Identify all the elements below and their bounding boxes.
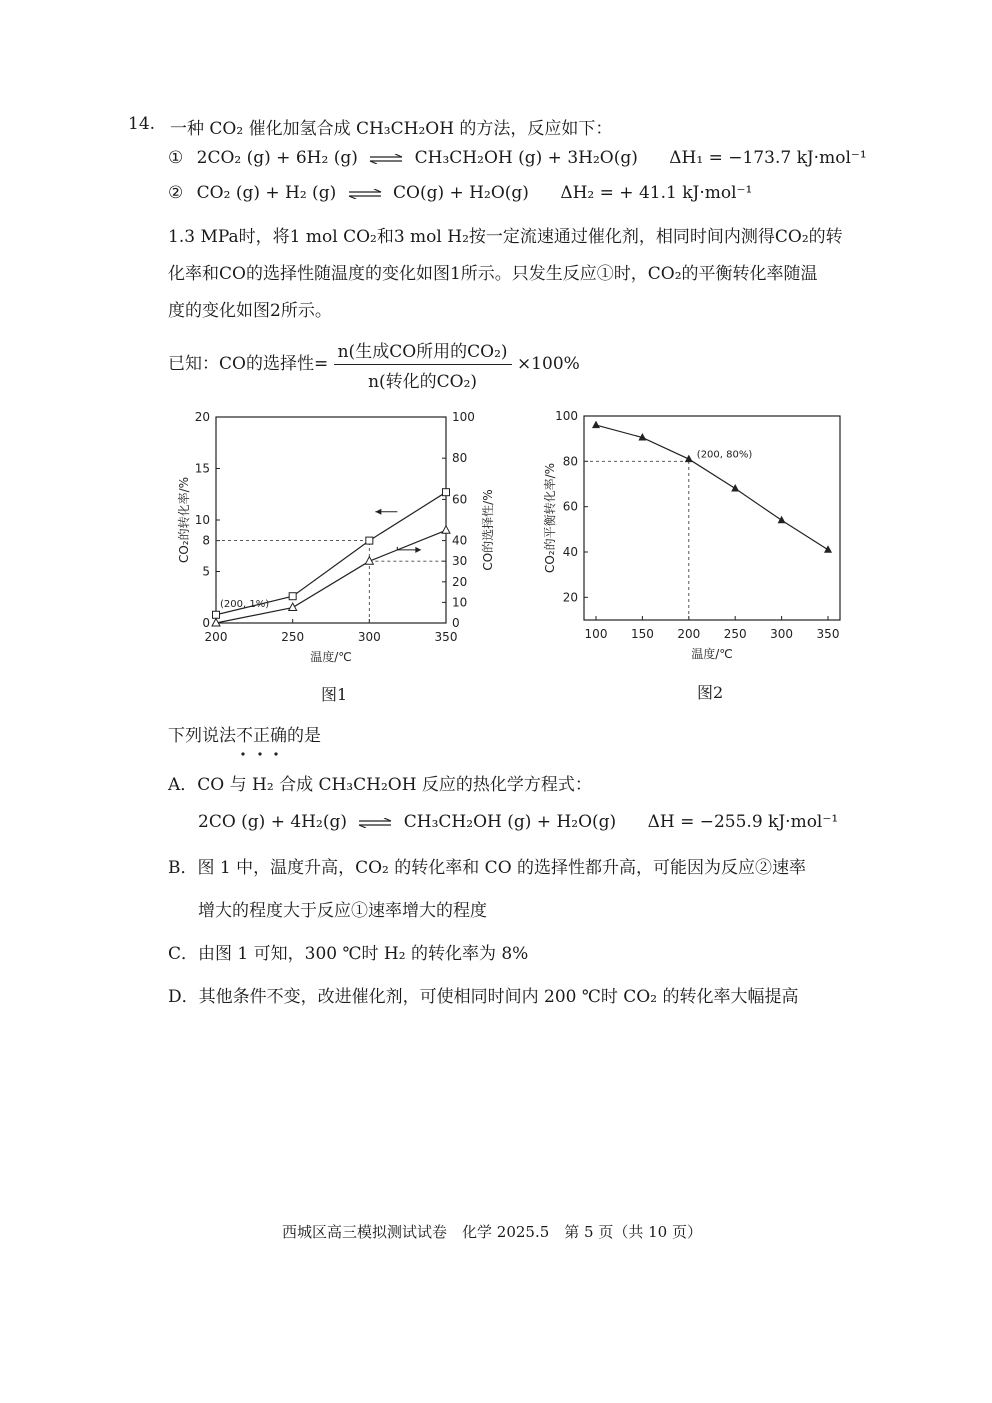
series-line (596, 425, 828, 550)
option-a[interactable]: A．CO 与 H₂ 合成 CH₃CH₂OH 反应的热化学方程式： (168, 775, 592, 795)
reaction-2-right: CO(g) + H₂O(g) (393, 183, 529, 203)
x-tick-label: 300 (770, 627, 794, 641)
x-tick-label: 350 (816, 627, 840, 641)
x-tick-label: 150 (630, 627, 654, 641)
plot-frame (584, 416, 840, 620)
y-left-tick-label: 15 (194, 461, 210, 476)
option-b[interactable]: B．图 1 中，温度升高，CO₂ 的转化率和 CO 的选择性都升高，可能因为反应②速率 (168, 858, 807, 878)
x-tick-label: 100 (584, 627, 608, 641)
question-intro: 一种 CO₂ 催化加氢合成 CH₃CH₂OH 的方法，反应如下： (170, 119, 613, 139)
y-right-tick-label: 10 (452, 595, 468, 610)
y-tick-label: 100 (555, 410, 578, 423)
para-line-1: 1.3 MPa时，将1 mol CO₂和3 mol H₂按一定流速通过催化剂，相同时间内测得CO₂的转 (168, 227, 843, 247)
x-tick-label: 200 (204, 630, 228, 644)
reaction-2-left: CO₂ (g) + H₂ (g) (196, 183, 337, 203)
y-left-axis-title: CO₂的转化率/% (177, 476, 191, 564)
y-right-tick-label: 0 (452, 616, 460, 630)
data-point-triangle (778, 516, 786, 524)
y-right-tick-label: 60 (452, 492, 468, 507)
question-prompt: 下列说法不正确的是 (168, 726, 321, 746)
reaction-2-dh-value: + 41.1 kJ·mol⁻¹ (619, 183, 753, 203)
reaction-1-dh-value: −173.7 kJ·mol⁻¹ (728, 148, 867, 168)
y-axis-title: CO₂的平衡转化率/% (543, 462, 557, 574)
page-footer: 西城区高三模拟测试试卷 化学 2025.5 第 5 页（共 10 页） (282, 1223, 702, 1241)
figure-2-chart (538, 410, 858, 672)
series-line-square (216, 492, 446, 615)
y-tick-label: 80 (562, 454, 578, 469)
x-tick-label: 350 (434, 630, 458, 644)
reaction-2-mark: ② (168, 183, 184, 203)
reaction-1 (168, 148, 867, 168)
y-left-tick-label: 0 (202, 616, 210, 630)
option-d[interactable]: D．其他条件不变，改进催化剂，可使相同时间内 200 ℃时 CO₂ 的转化率大幅提高 (168, 987, 799, 1007)
y-right-tick-label: 20 (452, 574, 468, 589)
figure-1-chart (168, 405, 508, 675)
right-pointing-arrow-icon (415, 547, 421, 553)
data-point-triangle (442, 526, 450, 534)
data-point-square (443, 489, 450, 496)
data-point-triangle (289, 603, 297, 611)
data-point-square (289, 593, 296, 600)
definition-fraction (334, 337, 512, 392)
equilibrium-arrow-icon (358, 818, 392, 828)
x-tick-label: 250 (723, 627, 747, 641)
y-tick-label: 40 (562, 545, 578, 559)
selectivity-definition (168, 337, 580, 392)
option-a-eq-right: CH₃CH₂OH (g) + H₂O(g) (403, 812, 617, 832)
point-annotation: (200, 1%) (220, 598, 270, 610)
data-point-triangle (824, 545, 832, 553)
y-left-tick-label: 5 (202, 564, 210, 579)
left-pointing-arrow-icon (375, 509, 381, 515)
equilibrium-arrow-icon (369, 154, 403, 164)
reaction-1-left: 2CO₂ (g) + 6H₂ (g) (196, 148, 358, 168)
x-axis-title: 温度/℃ (691, 647, 733, 661)
y-right-axis-title: CO的选择性/% (481, 489, 495, 571)
y-right-tick-label: 80 (452, 451, 468, 466)
figure-1-caption: 图1 (321, 685, 348, 704)
x-tick-label: 300 (357, 630, 381, 644)
data-point-square (366, 537, 373, 544)
data-point-square (213, 611, 220, 618)
definition-suffix: ×100% (516, 354, 580, 374)
plot-frame (216, 417, 446, 623)
reaction-2 (168, 183, 752, 203)
equilibrium-arrow-icon (348, 189, 382, 199)
para-line-2: 化率和CO的选择性随温度的变化如图1所示。只发生反应①时，CO₂的平衡转化率随温 (168, 264, 818, 284)
definition-prefix: 已知：CO的选择性= (168, 354, 329, 374)
question-number: 14. (128, 114, 156, 134)
x-tick-label: 250 (281, 630, 305, 644)
emphasis-dots (238, 742, 278, 748)
data-point-triangle (592, 421, 600, 429)
y-right-tick-label: 100 (452, 410, 475, 424)
point-annotation: (200, 80%) (696, 449, 753, 461)
x-axis-title: 温度/℃ (310, 650, 352, 664)
reaction-1-right: CH₃CH₂OH (g) + 3H₂O(g) (414, 148, 638, 168)
option-a-equation (198, 812, 838, 832)
x-tick-label: 200 (677, 627, 701, 641)
y-left-tick-label: 8 (202, 533, 210, 548)
y-left-tick-label: 10 (194, 513, 210, 527)
option-a-eq-dh: ΔH = −255.9 kJ·mol⁻¹ (647, 812, 839, 832)
definition-denominator: n(转化的CO₂) (368, 372, 478, 392)
y-tick-label: 60 (562, 499, 578, 514)
y-tick-label: 20 (562, 590, 578, 605)
reaction-1-mark: ① (168, 148, 184, 168)
para-line-3: 度的变化如图2所示。 (168, 301, 332, 321)
option-a-eq-left: 2CO (g) + 4H₂(g) (198, 812, 347, 832)
data-point-triangle (731, 484, 739, 492)
reaction-2-dh-label: ΔH₂ = (560, 183, 614, 203)
y-right-tick-label: 30 (452, 554, 468, 569)
option-b-line-2: 增大的程度大于反应①速率增大的程度 (198, 901, 487, 921)
definition-numerator: n(生成CO所用的CO₂) (334, 337, 512, 365)
y-right-tick-label: 40 (452, 533, 468, 548)
figure-2-caption: 图2 (697, 683, 724, 702)
y-left-tick-label: 20 (194, 410, 210, 424)
option-c[interactable]: C．由图 1 可知，300 ℃时 H₂ 的转化率为 8% (168, 944, 529, 964)
reaction-1-dh-label: ΔH₁ = (669, 148, 723, 168)
